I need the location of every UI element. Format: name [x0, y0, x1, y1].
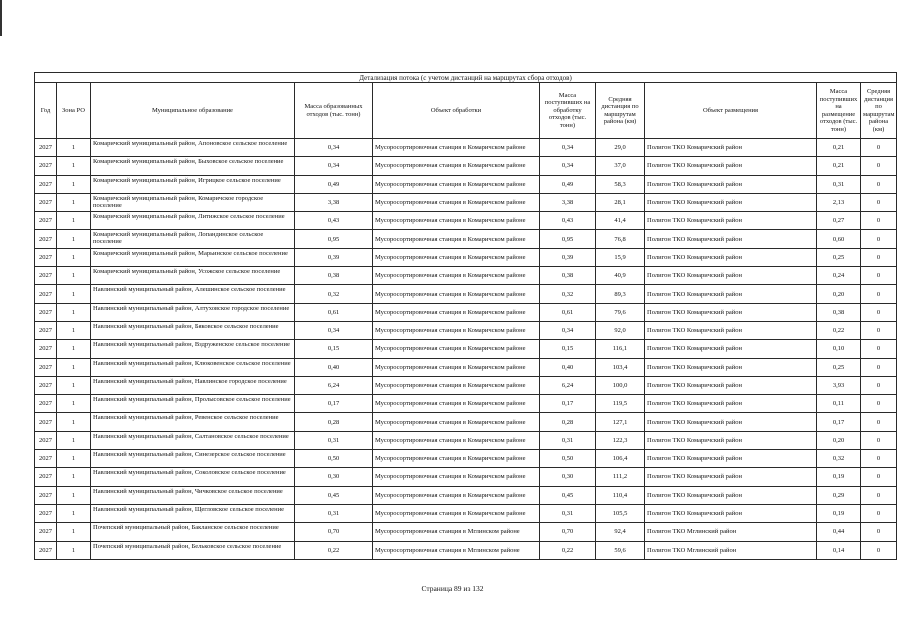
- cell-processing-object: Мусоросортировочная станция в Комаричском районе: [373, 230, 540, 248]
- cell-municipality: Навлинский муниципальный район, Щегловское сельское поселение: [91, 504, 295, 522]
- cell-avg-distance: 89,3: [596, 285, 645, 303]
- cell-generated-mass: 0,22: [295, 541, 373, 559]
- cell-disposed-mass: 0,14: [817, 541, 861, 559]
- cell-disposal-object: Полигон ТКО Комаричский район: [645, 212, 817, 230]
- cell-processing-object: Мусоросортировочная станция в Комаричском районе: [373, 193, 540, 211]
- cell-year: 2027: [35, 267, 57, 285]
- cell-disposal-object: Полигон ТКО Комаричский район: [645, 139, 817, 157]
- cell-disposal-object: Полигон ТКО Комаричский район: [645, 486, 817, 504]
- cell-processed-mass: 0,30: [540, 468, 596, 486]
- cell-generated-mass: 0,38: [295, 267, 373, 285]
- cell-zone: 1: [57, 175, 91, 193]
- cell-disposed-mass: 0,38: [817, 303, 861, 321]
- cell-disposed-mass: 0,11: [817, 395, 861, 413]
- cell-processing-object: Мусоросортировочная станция в Комаричском районе: [373, 303, 540, 321]
- cell-generated-mass: 0,50: [295, 450, 373, 468]
- cell-avg-distance-2: 0: [861, 157, 897, 175]
- col-header-avg-distance: Средняя дистанция по маршрутам района (км): [596, 83, 645, 139]
- cell-generated-mass: 6,24: [295, 376, 373, 394]
- cell-generated-mass: 0,95: [295, 230, 373, 248]
- cell-processed-mass: 6,24: [540, 376, 596, 394]
- cell-processed-mass: 0,22: [540, 541, 596, 559]
- cell-year: 2027: [35, 248, 57, 266]
- cell-processing-object: Мусоросортировочная станция в Комаричском районе: [373, 358, 540, 376]
- cell-avg-distance-2: 0: [861, 139, 897, 157]
- table-row: [35, 267, 897, 285]
- table-row: [35, 541, 897, 559]
- cell-disposed-mass: 0,19: [817, 504, 861, 522]
- cell-processed-mass: 0,28: [540, 413, 596, 431]
- cell-avg-distance: 92,4: [596, 523, 645, 541]
- cell-generated-mass: 0,31: [295, 504, 373, 522]
- cell-disposed-mass: 0,25: [817, 358, 861, 376]
- cell-municipality: Комаричский муниципальный район, Литижское сельское поселение: [91, 212, 295, 230]
- cell-avg-distance-2: 0: [861, 358, 897, 376]
- cell-disposal-object: Полигон ТКО Мглинский район: [645, 523, 817, 541]
- cell-year: 2027: [35, 175, 57, 193]
- cell-municipality: Комаричский муниципальный район, Усожское сельское поселение: [91, 267, 295, 285]
- table-row: [35, 358, 897, 376]
- cell-municipality: Почепский муниципальный район, Бакланское сельское поселение: [91, 523, 295, 541]
- cell-zone: 1: [57, 523, 91, 541]
- cell-zone: 1: [57, 303, 91, 321]
- cell-zone: 1: [57, 358, 91, 376]
- cell-zone: 1: [57, 376, 91, 394]
- cell-avg-distance-2: 0: [861, 212, 897, 230]
- table-row: [35, 431, 897, 449]
- cell-disposed-mass: 0,31: [817, 175, 861, 193]
- cell-avg-distance-2: 0: [861, 504, 897, 522]
- cell-processed-mass: 3,38: [540, 193, 596, 211]
- cell-municipality: Навлинский муниципальный район, Пролысовское сельское поселение: [91, 395, 295, 413]
- cell-disposed-mass: 0,29: [817, 486, 861, 504]
- cell-processing-object: Мусоросортировочная станция в Комаричском районе: [373, 321, 540, 339]
- cell-disposal-object: Полигон ТКО Комаричский район: [645, 248, 817, 266]
- table-row: [35, 468, 897, 486]
- cell-avg-distance: 28,1: [596, 193, 645, 211]
- cell-avg-distance: 122,3: [596, 431, 645, 449]
- cell-processed-mass: 0,15: [540, 340, 596, 358]
- cell-avg-distance: 103,4: [596, 358, 645, 376]
- cell-avg-distance: 116,1: [596, 340, 645, 358]
- cell-year: 2027: [35, 321, 57, 339]
- cell-disposed-mass: 0,60: [817, 230, 861, 248]
- cell-municipality: Навлинский муниципальный район, Салтановское сельское поселение: [91, 431, 295, 449]
- cell-disposal-object: Полигон ТКО Комаричский район: [645, 504, 817, 522]
- col-header-processing-object: Объект обработки: [373, 83, 540, 139]
- cell-municipality: Комаричский муниципальный район, Комаричское городское поселение: [91, 193, 295, 211]
- cell-generated-mass: 0,40: [295, 358, 373, 376]
- cell-avg-distance-2: 0: [861, 468, 897, 486]
- cell-disposal-object: Полигон ТКО Комаричский район: [645, 230, 817, 248]
- cell-zone: 1: [57, 285, 91, 303]
- cell-municipality: Комаричский муниципальный район, Игрицкое сельское поселение: [91, 175, 295, 193]
- cell-zone: 1: [57, 450, 91, 468]
- cell-avg-distance-2: 0: [861, 175, 897, 193]
- cell-year: 2027: [35, 431, 57, 449]
- cell-avg-distance: 119,5: [596, 395, 645, 413]
- cell-disposed-mass: 0,32: [817, 450, 861, 468]
- cell-avg-distance: 100,0: [596, 376, 645, 394]
- cell-processing-object: Мусоросортировочная станция в Комаричском районе: [373, 212, 540, 230]
- cell-processed-mass: 0,31: [540, 431, 596, 449]
- table-body: [35, 139, 897, 560]
- table-row: [35, 523, 897, 541]
- cell-year: 2027: [35, 376, 57, 394]
- cell-municipality: Комаричский муниципальный район, Апоновское сельское поселение: [91, 139, 295, 157]
- cell-processed-mass: 0,17: [540, 395, 596, 413]
- cell-avg-distance: 40,9: [596, 267, 645, 285]
- cell-year: 2027: [35, 523, 57, 541]
- cell-generated-mass: 0,31: [295, 431, 373, 449]
- cell-zone: 1: [57, 504, 91, 522]
- cell-zone: 1: [57, 248, 91, 266]
- cell-year: 2027: [35, 193, 57, 211]
- cell-zone: 1: [57, 267, 91, 285]
- cell-year: 2027: [35, 230, 57, 248]
- cell-generated-mass: 0,28: [295, 413, 373, 431]
- table-title: Детализация потока (с учетом дистанций на маршрутах сбора отходов): [35, 73, 897, 83]
- cell-avg-distance-2: 0: [861, 413, 897, 431]
- table-row: [35, 175, 897, 193]
- cell-zone: 1: [57, 541, 91, 559]
- cell-municipality: Комаричский муниципальный район, Марьинское сельское поселение: [91, 248, 295, 266]
- table-row: [35, 321, 897, 339]
- cell-disposed-mass: 0,27: [817, 212, 861, 230]
- cell-avg-distance-2: 0: [861, 431, 897, 449]
- table-row: [35, 193, 897, 211]
- cell-generated-mass: 0,70: [295, 523, 373, 541]
- cell-processing-object: Мусоросортировочная станция в Комаричском районе: [373, 431, 540, 449]
- cell-processed-mass: 0,61: [540, 303, 596, 321]
- cell-generated-mass: 0,34: [295, 321, 373, 339]
- cell-disposal-object: Полигон ТКО Комаричский район: [645, 285, 817, 303]
- cell-disposal-object: Полигон ТКО Комаричский район: [645, 303, 817, 321]
- col-header-year: Год: [35, 83, 57, 139]
- cell-municipality: Навлинский муниципальный район, Клюковенское сельское поселение: [91, 358, 295, 376]
- cell-municipality: Навлинский муниципальный район, Чичковское сельское поселение: [91, 486, 295, 504]
- cell-processing-object: Мусоросортировочная станция в Комаричском районе: [373, 267, 540, 285]
- cell-disposed-mass: 0,20: [817, 431, 861, 449]
- cell-disposed-mass: 0,10: [817, 340, 861, 358]
- cell-avg-distance-2: 0: [861, 193, 897, 211]
- cell-processed-mass: 0,70: [540, 523, 596, 541]
- table-row: [35, 248, 897, 266]
- cell-generated-mass: 3,38: [295, 193, 373, 211]
- cell-disposal-object: Полигон ТКО Комаричский район: [645, 413, 817, 431]
- cell-disposal-object: Полигон ТКО Комаричский район: [645, 468, 817, 486]
- table-row: [35, 340, 897, 358]
- cell-disposed-mass: 0,24: [817, 267, 861, 285]
- cell-avg-distance: 29,0: [596, 139, 645, 157]
- cell-processed-mass: 0,50: [540, 450, 596, 468]
- cell-generated-mass: 0,34: [295, 157, 373, 175]
- cell-year: 2027: [35, 157, 57, 175]
- cell-avg-distance-2: 0: [861, 523, 897, 541]
- cell-zone: 1: [57, 139, 91, 157]
- cell-disposal-object: Полигон ТКО Комаричский район: [645, 267, 817, 285]
- cell-generated-mass: 0,30: [295, 468, 373, 486]
- cell-generated-mass: 0,49: [295, 175, 373, 193]
- cell-generated-mass: 0,15: [295, 340, 373, 358]
- cell-avg-distance-2: 0: [861, 267, 897, 285]
- cell-generated-mass: 0,45: [295, 486, 373, 504]
- cell-avg-distance-2: 0: [861, 321, 897, 339]
- cell-municipality: Навлинский муниципальный район, Соколовское сельское поселение: [91, 468, 295, 486]
- cell-disposed-mass: 0,20: [817, 285, 861, 303]
- cell-processing-object: Мусоросортировочная станция в Комаричском районе: [373, 450, 540, 468]
- col-header-zone: Зона РО: [57, 83, 91, 139]
- header-row: [35, 83, 897, 139]
- cell-processing-object: Мусоросортировочная станция в Комаричском районе: [373, 248, 540, 266]
- cell-year: 2027: [35, 285, 57, 303]
- col-header-municipality: Муниципальное образование: [91, 83, 295, 139]
- cell-municipality: Навлинский муниципальный район, Бяковское сельское поселение: [91, 321, 295, 339]
- cell-zone: 1: [57, 321, 91, 339]
- table-row: [35, 139, 897, 157]
- cell-disposal-object: Полигон ТКО Комаричский район: [645, 157, 817, 175]
- col-header-disposal-object: Объект размещения: [645, 83, 817, 139]
- cell-zone: 1: [57, 413, 91, 431]
- cell-avg-distance: 105,5: [596, 504, 645, 522]
- page-edge-mark: [0, 0, 2, 36]
- col-header-disposed-mass: Масса поступивших на размещение отходов (тыс. тонн): [817, 83, 861, 139]
- cell-year: 2027: [35, 358, 57, 376]
- cell-municipality: Навлинский муниципальный район, Алтуховское городское поселение: [91, 303, 295, 321]
- cell-zone: 1: [57, 468, 91, 486]
- cell-processing-object: Мусоросортировочная станция в Мглинском районе: [373, 541, 540, 559]
- cell-municipality: Навлинский муниципальный район, Алешинское сельское поселение: [91, 285, 295, 303]
- cell-zone: 1: [57, 212, 91, 230]
- cell-avg-distance-2: 0: [861, 450, 897, 468]
- cell-avg-distance-2: 0: [861, 303, 897, 321]
- cell-year: 2027: [35, 139, 57, 157]
- cell-avg-distance-2: 0: [861, 486, 897, 504]
- cell-generated-mass: 0,17: [295, 395, 373, 413]
- cell-avg-distance: 41,4: [596, 212, 645, 230]
- cell-disposal-object: Полигон ТКО Комаричский район: [645, 321, 817, 339]
- cell-disposed-mass: 0,44: [817, 523, 861, 541]
- cell-disposal-object: Полигон ТКО Мглинский район: [645, 541, 817, 559]
- cell-zone: 1: [57, 486, 91, 504]
- cell-year: 2027: [35, 413, 57, 431]
- cell-processing-object: Мусоросортировочная станция в Комаричском районе: [373, 340, 540, 358]
- table-row: [35, 303, 897, 321]
- cell-processed-mass: 0,45: [540, 486, 596, 504]
- cell-generated-mass: 0,39: [295, 248, 373, 266]
- cell-avg-distance: 58,3: [596, 175, 645, 193]
- cell-avg-distance: 106,4: [596, 450, 645, 468]
- cell-processed-mass: 0,32: [540, 285, 596, 303]
- cell-generated-mass: 0,32: [295, 285, 373, 303]
- cell-processing-object: Мусоросортировочная станция в Комаричском районе: [373, 139, 540, 157]
- cell-avg-distance: 79,6: [596, 303, 645, 321]
- cell-processed-mass: 0,43: [540, 212, 596, 230]
- cell-processed-mass: 0,40: [540, 358, 596, 376]
- cell-zone: 1: [57, 431, 91, 449]
- table-row: [35, 376, 897, 394]
- cell-generated-mass: 0,34: [295, 139, 373, 157]
- table-row: [35, 230, 897, 248]
- cell-disposal-object: Полигон ТКО Комаричский район: [645, 340, 817, 358]
- table-row: [35, 212, 897, 230]
- cell-zone: 1: [57, 157, 91, 175]
- table-row: [35, 413, 897, 431]
- cell-zone: 1: [57, 193, 91, 211]
- cell-disposal-object: Полигон ТКО Комаричский район: [645, 431, 817, 449]
- cell-disposed-mass: 0,21: [817, 157, 861, 175]
- cell-generated-mass: 0,43: [295, 212, 373, 230]
- col-header-generated-mass: Масса образованных отходов (тыс. тонн): [295, 83, 373, 139]
- cell-year: 2027: [35, 504, 57, 522]
- cell-avg-distance: 76,8: [596, 230, 645, 248]
- cell-disposed-mass: 0,21: [817, 139, 861, 157]
- table-row: [35, 395, 897, 413]
- cell-year: 2027: [35, 340, 57, 358]
- cell-processing-object: Мусоросортировочная станция в Комаричском районе: [373, 285, 540, 303]
- cell-municipality: Комаричский муниципальный район, Быховское сельское поселение: [91, 157, 295, 175]
- cell-processed-mass: 0,34: [540, 139, 596, 157]
- cell-disposal-object: Полигон ТКО Комаричский район: [645, 450, 817, 468]
- cell-disposed-mass: 0,19: [817, 468, 861, 486]
- cell-disposal-object: Полигон ТКО Комаричский район: [645, 358, 817, 376]
- cell-zone: 1: [57, 340, 91, 358]
- cell-disposed-mass: 0,22: [817, 321, 861, 339]
- cell-disposed-mass: 2,13: [817, 193, 861, 211]
- cell-avg-distance-2: 0: [861, 285, 897, 303]
- cell-processing-object: Мусоросортировочная станция в Комаричском районе: [373, 413, 540, 431]
- cell-municipality: Навлинский муниципальный район, Навлинское городское поселение: [91, 376, 295, 394]
- document-page: [34, 72, 895, 560]
- cell-avg-distance-2: 0: [861, 541, 897, 559]
- cell-processed-mass: 0,95: [540, 230, 596, 248]
- cell-year: 2027: [35, 212, 57, 230]
- table-row: [35, 285, 897, 303]
- cell-year: 2027: [35, 450, 57, 468]
- cell-processing-object: Мусоросортировочная станция в Комаричском районе: [373, 376, 540, 394]
- cell-avg-distance-2: 0: [861, 340, 897, 358]
- cell-avg-distance-2: 0: [861, 376, 897, 394]
- cell-zone: 1: [57, 395, 91, 413]
- cell-processed-mass: 0,49: [540, 175, 596, 193]
- cell-zone: 1: [57, 230, 91, 248]
- cell-year: 2027: [35, 303, 57, 321]
- cell-avg-distance: 110,4: [596, 486, 645, 504]
- cell-processed-mass: 0,38: [540, 267, 596, 285]
- cell-municipality: Навлинский муниципальный район, Ревенское сельское поселение: [91, 413, 295, 431]
- flow-details-table: [34, 72, 897, 560]
- cell-avg-distance-2: 0: [861, 395, 897, 413]
- cell-avg-distance: 37,0: [596, 157, 645, 175]
- cell-municipality: Навлинский муниципальный район, Синезерское сельское поселение: [91, 450, 295, 468]
- page-number: Страница 89 из 132: [421, 584, 484, 593]
- cell-disposal-object: Полигон ТКО Комаричский район: [645, 193, 817, 211]
- cell-year: 2027: [35, 541, 57, 559]
- cell-avg-distance-2: 0: [861, 248, 897, 266]
- cell-processed-mass: 0,31: [540, 504, 596, 522]
- cell-processing-object: Мусоросортировочная станция в Комаричском районе: [373, 395, 540, 413]
- cell-disposed-mass: 0,25: [817, 248, 861, 266]
- cell-avg-distance-2: 0: [861, 230, 897, 248]
- table-row: [35, 486, 897, 504]
- cell-processing-object: Мусоросортировочная станция в Мглинском районе: [373, 523, 540, 541]
- cell-disposed-mass: 0,17: [817, 413, 861, 431]
- cell-avg-distance: 92,0: [596, 321, 645, 339]
- cell-municipality: Почепский муниципальный район, Бельковское сельское поселение: [91, 541, 295, 559]
- cell-avg-distance: 127,1: [596, 413, 645, 431]
- cell-disposed-mass: 3,93: [817, 376, 861, 394]
- cell-year: 2027: [35, 486, 57, 504]
- table-row: [35, 157, 897, 175]
- cell-avg-distance: 59,6: [596, 541, 645, 559]
- cell-avg-distance: 111,2: [596, 468, 645, 486]
- cell-disposal-object: Полигон ТКО Комаричский район: [645, 175, 817, 193]
- cell-disposal-object: Полигон ТКО Комаричский район: [645, 376, 817, 394]
- cell-processing-object: Мусоросортировочная станция в Комаричском районе: [373, 175, 540, 193]
- cell-processing-object: Мусоросортировочная станция в Комаричском районе: [373, 468, 540, 486]
- cell-year: 2027: [35, 468, 57, 486]
- cell-municipality: Комаричский муниципальный район, Лопандинское сельское поселение: [91, 230, 295, 248]
- cell-year: 2027: [35, 395, 57, 413]
- table-row: [35, 450, 897, 468]
- cell-processed-mass: 0,34: [540, 321, 596, 339]
- cell-processing-object: Мусоросортировочная станция в Комаричском районе: [373, 486, 540, 504]
- cell-processing-object: Мусоросортировочная станция в Комаричском районе: [373, 504, 540, 522]
- col-header-processed-mass: Масса поступивших на обработку отходов (тыс. тонн): [540, 83, 596, 139]
- cell-processed-mass: 0,39: [540, 248, 596, 266]
- cell-processed-mass: 0,34: [540, 157, 596, 175]
- col-header-avg-distance-2: Средняя дистанция по маршрутам района (км): [861, 83, 897, 139]
- table-row: [35, 504, 897, 522]
- cell-municipality: Навлинский муниципальный район, Вздруженское сельское поселение: [91, 340, 295, 358]
- cell-disposal-object: Полигон ТКО Комаричский район: [645, 395, 817, 413]
- cell-avg-distance: 15,9: [596, 248, 645, 266]
- cell-generated-mass: 0,61: [295, 303, 373, 321]
- cell-processing-object: Мусоросортировочная станция в Комаричском районе: [373, 157, 540, 175]
